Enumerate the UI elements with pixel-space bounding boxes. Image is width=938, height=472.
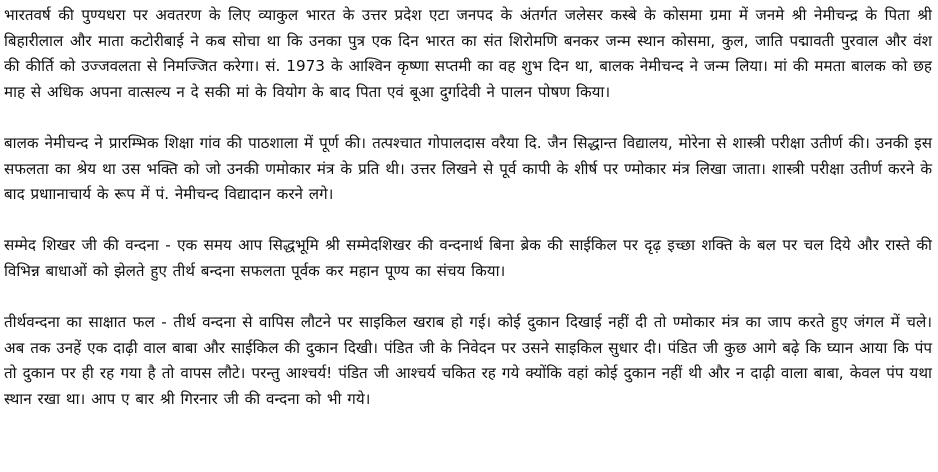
document-body: [4, 3, 932, 413]
paragraph-birth: भारतवर्ष की पुण्यधरा पर अवतरण के लिए व्याकुल भारत के उत्तर प्रदेश एटा जनपद के अंतर्गत जलेसर कस्बे के कोसमा ग्रमा में जनमे श्री नेमीचन्द्र के पिता श्री बिहारीलाल और माता कटोरीबाई ने कब सोचा था कि उनका पुत्र एक दिन भारत का संत शिरोमणि बनकर जन्म स्थान कोसमा, कुल, जाति पद्मावती पुरवाल और वंश की कीर्ति को उज्जवलता से निमज्जित करेगा। सं. 1973 के आश्विन कृष्णा सप्तमी का वह शुभ दिन था, बालक नेमीचन्द ने जन्म लिया। मां की ममता बालक को छह माह से अधिक अपना वात्सल्य न दे सकी मां के वियोग के बाद पिता एवं बूआ दुर्गादेवी ने पालन पोषण किया।: [4, 6, 932, 101]
paragraph-education: बालक नेमीचन्द ने प्रारम्भिक शिक्षा गांव की पाठशाला में पूर्ण की। तत्पश्चात गोपालदास वरैया दि. जैन सिद्धान्त विद्यालय, मोरेना से शास्त्री परीक्षा उतीर्ण की। उनकी इस सफलता का श्रेय था उस भक्ति को जो उनकी णमोकार मंत्र के प्रति थी। उत्तर लिखने से पूर्व कापी के शीर्ष पर ण्मोकार मंत्र लिखा जाता। शास्त्री परीक्षा उतीर्ण करने के बाद प्रधाानाचार्य के रूप में पं. नेमीचन्द विद्यादान करने लगे।: [4, 133, 932, 204]
paragraph-sammed-shikhar: सम्मेद शिखर जी की वन्दना - एक समय आप सिद्धभूमि श्री सम्मेदशिखर की वन्दनार्थ बिना ब्रेक की साईकिल पर दृढ़ इच्छा शक्ति के बल पर चल दिये और रास्ते की विभिन्न बाधाओं को झेलते हुए तीर्थ बन्दना सफलता पूर्वक कर महान पूण्य का संचय किया।: [4, 236, 932, 280]
paragraph-pilgrimage-fruit: तीर्थवन्दना का साक्षात फल - तीर्थ वन्दना से वापिस लौटने पर साइकिल खराब हो गई। कोई दुकान दिखाई नहीं दी तो ण्मोकार मंत्र का जाप करते हुए जंगल में चले। अब तक उनहें एक दाढ़ी वाल बाबा और साईकिल की दुकान दिखी। पंडित जी के निवेदन पर उसने साइकिल सुधार दी। पंडित जी कुछ आगे बढ़े कि घ्यान आया कि पंप तो दुकान पर ही रह गया है तो वापस लौटे। परन्तु आश्चर्य! पंडित जी आश्चर्य चकित रह गये क्योंकि वहां कोई दुकान नहीं थी और न दाढ़ी वाला बाबा, केवल पंप यथा स्थान रखा था। आप ए बार श्री गिरनार जी की वन्दना को भी गये।: [4, 313, 932, 408]
